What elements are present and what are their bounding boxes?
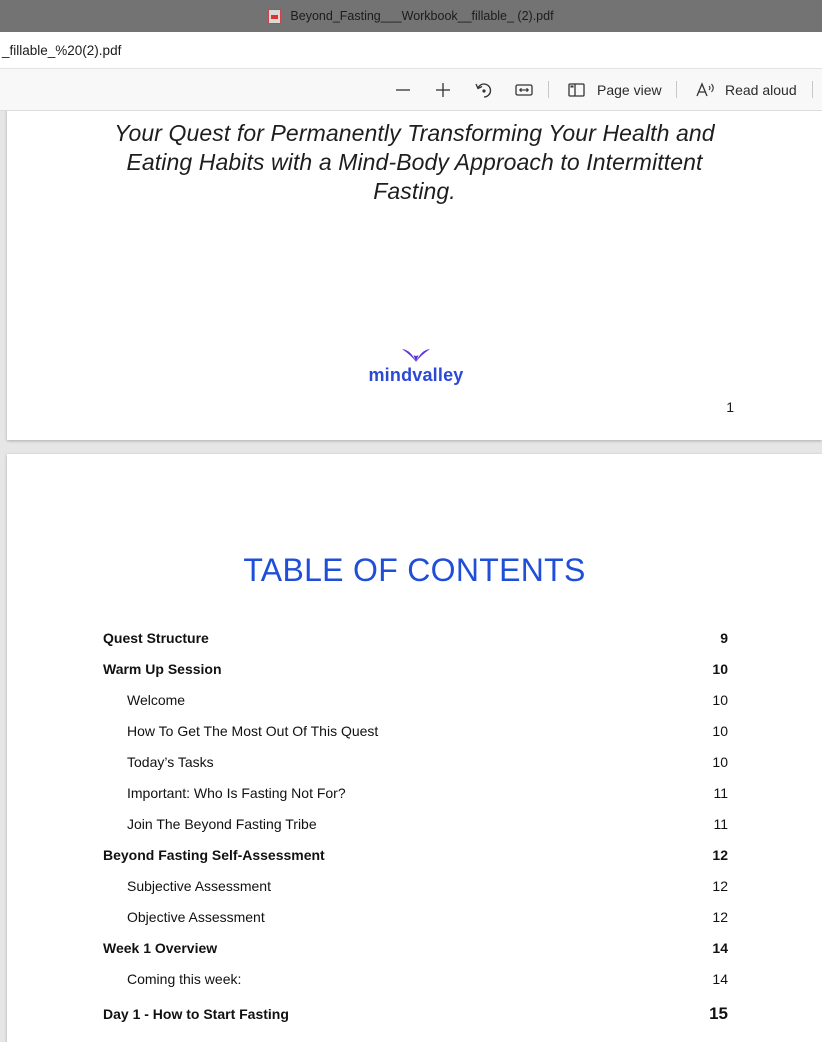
toc-entry-page: 12 xyxy=(712,909,728,925)
pdf-viewer[interactable] xyxy=(0,111,822,1042)
page-view-icon xyxy=(567,81,587,99)
toc-entry-label: How To Get The Most Out Of This Quest xyxy=(127,723,379,739)
toc-entry-label: Beyond Fasting Self-Assessment xyxy=(103,847,325,863)
rotate-icon xyxy=(474,80,494,100)
toc-entry[interactable] xyxy=(103,785,728,805)
toolbar-divider xyxy=(548,81,549,98)
toolbar-divider xyxy=(812,81,813,98)
tagline-line: Fasting. xyxy=(373,178,456,204)
toc-entry[interactable] xyxy=(103,847,728,867)
toc-entry-label: Warm Up Session xyxy=(103,661,222,677)
toc-entry-page: 10 xyxy=(712,692,728,708)
plus-icon xyxy=(434,81,452,99)
toc-entry-label: Subjective Assessment xyxy=(127,878,271,894)
window-title: Beyond_Fasting___Workbook__fillable_ (2).pdf xyxy=(290,9,554,23)
toc-entry-label: Day 1 - How to Start Fasting xyxy=(103,1006,289,1022)
toc-entry[interactable] xyxy=(103,1006,728,1026)
tagline-line: Eating Habits with a Mind-Body Approach to Intermittent xyxy=(126,149,703,175)
toc-entry-page: 11 xyxy=(713,816,728,832)
page-view-label: Page view xyxy=(597,82,662,98)
toc-entry-label: Week 1 Overview xyxy=(103,940,218,956)
toc-entry[interactable] xyxy=(103,816,728,836)
mindvalley-logo xyxy=(366,348,466,386)
zoom-out-button[interactable] xyxy=(394,77,412,103)
toc-entry[interactable] xyxy=(103,909,728,929)
toc-entry-label: Important: Who Is Fasting Not For? xyxy=(127,785,346,801)
toc-entry-label: Coming this week: xyxy=(127,971,242,987)
toc-entry[interactable] xyxy=(103,692,728,712)
toc-entry-label: Join The Beyond Fasting Tribe xyxy=(127,816,317,832)
toc-entry[interactable] xyxy=(103,940,728,960)
toc-entry-page: 11 xyxy=(713,785,728,801)
window-titlebar xyxy=(0,0,822,32)
fit-width-button[interactable] xyxy=(514,77,534,103)
read-aloud-label: Read aloud xyxy=(725,82,797,98)
toc-entry[interactable] xyxy=(103,754,728,774)
toc-entry-label: Objective Assessment xyxy=(127,909,265,925)
toc-entry-page: 15 xyxy=(709,1004,728,1023)
read-aloud-icon xyxy=(695,81,717,99)
toc-entry[interactable] xyxy=(103,630,728,650)
mindvalley-wings-icon xyxy=(401,348,431,364)
toc-entry-page: 10 xyxy=(712,661,728,677)
toc-entry-label: Welcome xyxy=(127,692,186,708)
page-number: 1 xyxy=(726,399,734,415)
cover-tagline xyxy=(77,119,752,206)
toc-entry-page: 10 xyxy=(712,723,728,739)
pdf-toolbar xyxy=(0,69,822,111)
read-aloud-button[interactable] xyxy=(695,77,797,103)
pdf-file-icon xyxy=(268,9,281,24)
pdf-page-2 xyxy=(7,454,822,1042)
toc-entry[interactable] xyxy=(103,971,728,991)
logo-text: mindvalley xyxy=(368,365,464,385)
toc-entry-label: Today’s Tasks xyxy=(127,754,214,770)
toc-entry-page: 9 xyxy=(720,630,728,646)
toc-entry-page: 10 xyxy=(712,754,728,770)
fit-width-icon xyxy=(514,81,534,99)
toc-entry[interactable] xyxy=(103,661,728,681)
toc-entry[interactable] xyxy=(103,723,728,743)
zoom-in-button[interactable] xyxy=(434,77,452,103)
minus-icon xyxy=(394,81,412,99)
toc-entry-page: 12 xyxy=(712,878,728,894)
toc-entry-page: 14 xyxy=(712,940,728,956)
tagline-line: Your Quest for Permanently Transforming Your Health and xyxy=(114,120,715,146)
pdf-page-1 xyxy=(7,111,822,440)
toc-entry-page: 12 xyxy=(712,847,728,863)
toc-title: TABLE OF CONTENTS xyxy=(243,552,586,588)
address-bar[interactable] xyxy=(0,32,822,69)
toc-entry[interactable] xyxy=(103,878,728,898)
page-view-button[interactable] xyxy=(567,77,662,103)
address-url[interactable]: _fillable_%20(2).pdf xyxy=(2,42,122,58)
toc-entry-label: Quest Structure xyxy=(103,630,209,646)
toolbar-divider xyxy=(676,81,677,98)
rotate-button[interactable] xyxy=(474,77,494,103)
toc-entry-page: 14 xyxy=(712,971,728,987)
